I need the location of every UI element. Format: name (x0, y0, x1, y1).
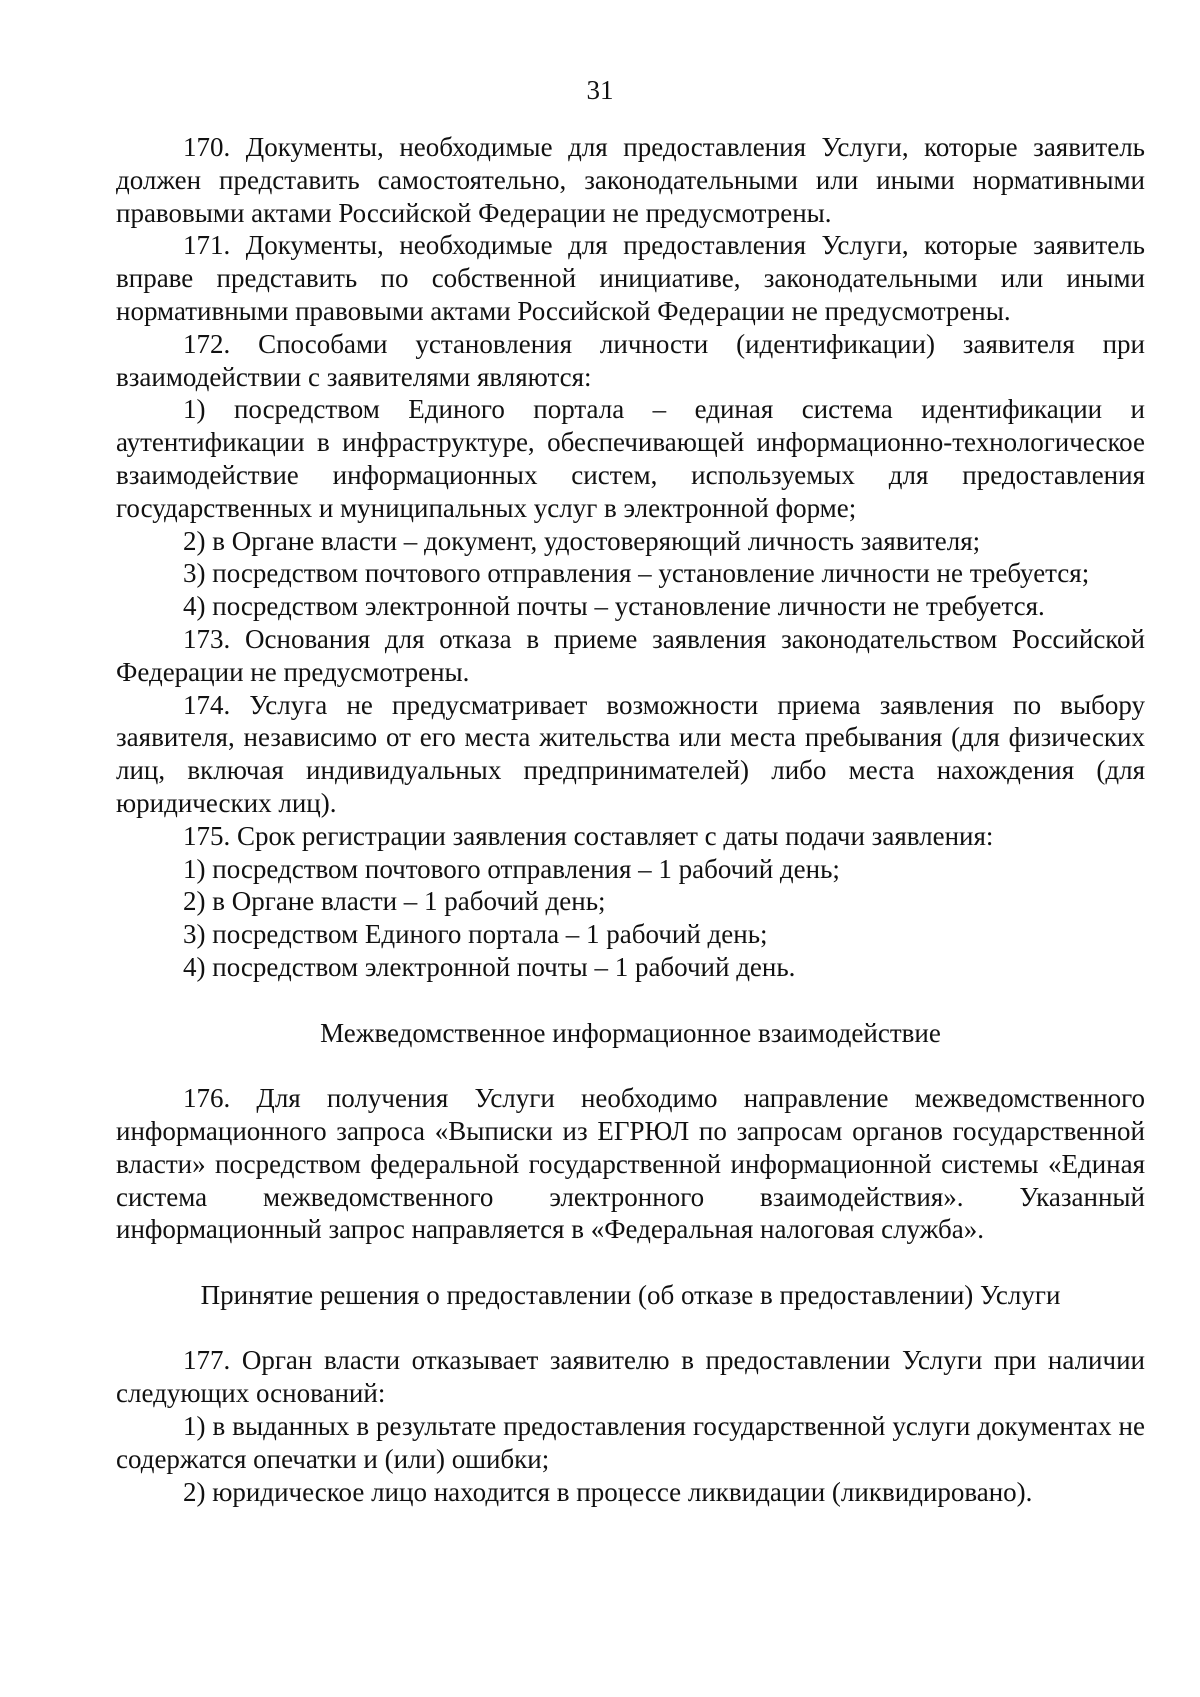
paragraph-170: 170. Документы, необходимые для предоставления Услуги, которые заявитель должен представить самостоятельно, законодательными или иными нормативными правовыми актами Российской Федерации не предусмотрены. (116, 132, 1145, 228)
list-item-172-4: 4) посредством электронной почты – установление личности не требуется. (183, 591, 1045, 622)
list-item-175-3: 3) посредством Единого портала – 1 рабочий день; (183, 919, 768, 950)
list-item-172-2: 2) в Органе власти – документ, удостоверяющий личность заявителя; (183, 525, 981, 556)
paragraph-175: 175. Срок регистрации заявления составляет с даты подачи заявления: (183, 820, 994, 851)
list-item-177-2: 2) юридическое лицо находится в процессе ликвидации (ликвидировано). (183, 1476, 1033, 1507)
list-item-175-1: 1) посредством почтового отправления – 1 рабочий день; (183, 853, 840, 884)
list-item-175-4: 4) посредством электронной почты – 1 рабочий день. (183, 951, 796, 982)
paragraph-177: 177. Орган власти отказывает заявителю в предоставлении Услуги при наличии следующих оснований: (116, 1345, 1145, 1409)
list-item-175-2: 2) в Органе власти – 1 рабочий день; (183, 886, 606, 917)
spacer (116, 984, 1145, 1017)
list-item-177-1: 1) в выданных в результате предоставления государственной услуги документах не содержатся опечатки и (или) ошибки; (116, 1411, 1145, 1474)
spacer (116, 1049, 1145, 1082)
paragraph-173: 173. Основания для отказа в приеме заявления законодательством Российской Федерации не предусмотрены. (116, 623, 1145, 687)
paragraph-176: 176. Для получения Услуги необходимо направление межведомственного информационного запроса «Выписки из ЕГРЮЛ по запросам органов государственной власти» посредством федеральной государственной информационной системы «Единая система межведомственного электронного взаимодействия». Указанный информационный запрос направляется в «Федеральная налоговая служба». (116, 1083, 1145, 1245)
section-heading-decision: Принятие решения о предоставлении (об отказе в предоставлении) Услуги (200, 1279, 1061, 1310)
list-item-172-1: 1) посредством Единого портала – единая система идентификации и аутентификации в инфраструктуре, обеспечивающей информационно-технологическое взаимодействие информационных систем, используемых для предоставления государственных и муниципальных услуг в электронной форме; (116, 394, 1145, 523)
spacer (116, 1312, 1145, 1345)
paragraph-171: 171. Документы, необходимые для предоставления Услуги, которые заявитель вправе представить по собственной инициативе, законодательными или иными нормативными правовыми актами Российской Федерации не предусмотрены. (116, 230, 1145, 326)
list-item-172-3: 3) посредством почтового отправления – установление личности не требуется; (183, 558, 1090, 589)
paragraph-174: 174. Услуга не предусматривает возможности приема заявления по выбору заявителя, независимо от его места жительства или места пребывания (для физических лиц, включая индивидуальных предпринимателей) либо места нахождения (для юридических лиц). (116, 689, 1145, 818)
document-body (116, 131, 1145, 1508)
section-heading-interagency: Межведомственное информационное взаимодействие (320, 1017, 941, 1048)
spacer (116, 1246, 1145, 1279)
paragraph-172: 172. Способами установления личности (идентификации) заявителя при взаимодействии с заявителями являются: (116, 328, 1145, 392)
page-number: 31 (586, 75, 614, 105)
